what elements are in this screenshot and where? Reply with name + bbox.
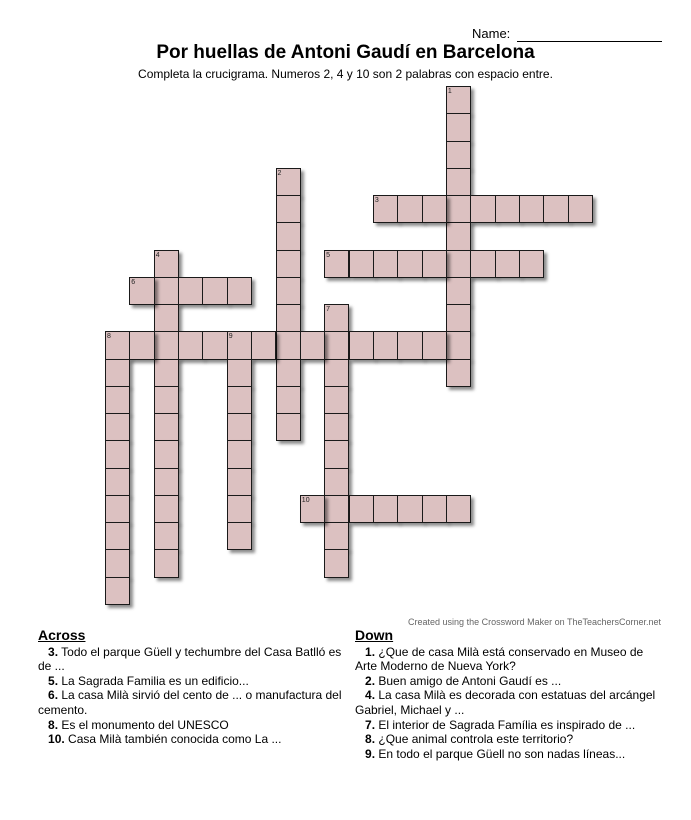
grid-cell[interactable] <box>227 440 252 468</box>
grid-cell[interactable] <box>324 386 349 414</box>
grid-cell[interactable] <box>422 195 447 223</box>
clue-text: La casa Milà sirvió del cento de ... o manufactura del cemento. <box>38 688 342 717</box>
grid-cell[interactable] <box>373 195 398 223</box>
clue-text: La Sagrada Familia es un edificio... <box>58 673 249 688</box>
down-clues <box>355 628 665 761</box>
across-clues <box>38 628 343 747</box>
grid-cell[interactable] <box>276 386 301 414</box>
clue-number-label: 7. <box>365 717 376 732</box>
grid-cell[interactable] <box>470 250 495 278</box>
clue-text: Casa Milà también conocida como La ... <box>64 732 282 747</box>
clue-text: La casa Milà es decorada con estatuas del arcángel Gabriel, Michael y ... <box>355 688 656 717</box>
down-clue <box>355 732 665 747</box>
grid-cell[interactable] <box>105 522 130 550</box>
down-heading: Down <box>355 627 394 643</box>
clue-number-label: 8. <box>48 717 59 732</box>
grid-cell[interactable] <box>105 549 130 577</box>
grid-cell[interactable] <box>105 413 130 441</box>
grid-cell[interactable] <box>227 386 252 414</box>
grid-cell[interactable] <box>519 250 544 278</box>
grid-cell[interactable] <box>129 277 154 305</box>
clue-number-label: 8. <box>365 732 376 747</box>
grid-cell[interactable] <box>397 495 422 523</box>
grid-cell[interactable] <box>154 549 179 577</box>
grid-cell[interactable] <box>202 331 227 359</box>
page-title: Por huellas de Antoni Gaudí en Barcelona <box>156 42 535 63</box>
down-clue <box>355 674 665 689</box>
grid-cell[interactable] <box>227 359 252 387</box>
grid-cell[interactable] <box>373 331 398 359</box>
grid-cell[interactable] <box>154 304 179 332</box>
grid-cell[interactable] <box>154 522 179 550</box>
grid-cell[interactable] <box>276 359 301 387</box>
grid-cell[interactable] <box>227 495 252 523</box>
grid-cell[interactable] <box>373 250 398 278</box>
grid-cell[interactable] <box>276 222 301 250</box>
across-clue <box>38 732 343 747</box>
across-clue <box>38 674 343 689</box>
down-clue <box>355 645 665 674</box>
grid-cell[interactable] <box>519 195 544 223</box>
grid-cell[interactable] <box>324 250 349 278</box>
grid-cell[interactable] <box>324 495 349 523</box>
clue-number-label: 2. <box>365 673 376 688</box>
grid-cell[interactable] <box>349 250 374 278</box>
clue-number-label: 4. <box>365 688 376 703</box>
clue-number-label: 6. <box>48 688 59 703</box>
clue-number: 5 <box>326 251 330 259</box>
grid-cell[interactable] <box>154 495 179 523</box>
grid-cell[interactable] <box>446 331 471 359</box>
grid-cell[interactable] <box>227 331 252 359</box>
clue-number: 4 <box>155 251 160 259</box>
clue-text: El interior de Sagrada Família es inspirado de ... <box>375 717 636 732</box>
credit-text: Created using the Crossword Maker on TheTeachersCorner.net <box>408 617 661 627</box>
grid-cell[interactable] <box>300 331 325 359</box>
grid-cell[interactable] <box>154 440 179 468</box>
grid-cell[interactable] <box>276 168 301 196</box>
grid-cell[interactable] <box>300 495 325 523</box>
grid-cell[interactable] <box>276 195 301 223</box>
down-clue <box>355 718 665 733</box>
grid-cell[interactable] <box>422 495 447 523</box>
grid-cell[interactable] <box>105 359 130 387</box>
grid-cell[interactable] <box>227 413 252 441</box>
clue-text: ¿Que animal controla este territorio? <box>375 732 574 747</box>
grid-cell[interactable] <box>324 468 349 496</box>
grid-cell[interactable] <box>324 304 349 332</box>
grid-cell[interactable] <box>446 250 471 278</box>
grid-cell[interactable] <box>154 386 179 414</box>
grid-cell[interactable] <box>373 495 398 523</box>
grid-cell[interactable] <box>324 331 349 359</box>
grid-cell[interactable] <box>422 250 447 278</box>
grid-cell[interactable] <box>543 195 568 223</box>
clue-number-label: 5. <box>48 673 59 688</box>
grid-cell[interactable] <box>446 86 471 114</box>
grid-cell[interactable] <box>324 359 349 387</box>
grid-cell[interactable] <box>178 277 203 305</box>
across-heading: Across <box>38 627 86 643</box>
instructions: Completa la crucigrama. Numeros 2, 4 y 10 son 2 palabras con espacio entre. <box>138 67 553 81</box>
grid-cell[interactable] <box>154 413 179 441</box>
grid-cell[interactable] <box>105 440 130 468</box>
grid-cell[interactable] <box>154 468 179 496</box>
clue-number: 6 <box>131 278 136 286</box>
grid-cell[interactable] <box>446 277 471 305</box>
grid-cell[interactable] <box>227 522 252 550</box>
grid-cell[interactable] <box>105 386 130 414</box>
grid-cell[interactable] <box>568 195 593 223</box>
grid-cell[interactable] <box>154 359 179 387</box>
grid-cell[interactable] <box>495 250 520 278</box>
clue-number-label: 9. <box>365 746 376 761</box>
clue-text: ¿Que de casa Milà está conservado en Museo de Arte Moderno de Nueva York? <box>355 644 644 674</box>
clue-number: 7 <box>326 306 330 313</box>
clue-number-label: 1. <box>365 644 376 659</box>
clue-number: 2 <box>277 169 282 177</box>
clue-number: 8 <box>107 333 111 341</box>
grid-cell[interactable] <box>446 141 471 169</box>
clue-text: Todo el parque Güell y techumbre del Casa Batlló es de ... <box>38 644 342 674</box>
grid-cell[interactable] <box>397 250 422 278</box>
grid-cell[interactable] <box>105 468 130 496</box>
clue-number: 3 <box>374 197 379 204</box>
grid-cell[interactable] <box>276 331 301 359</box>
grid-cell[interactable] <box>105 331 130 359</box>
grid-cell[interactable] <box>446 195 471 223</box>
clue-text: En todo el parque Güell no son nadas líneas... <box>375 746 626 761</box>
grid-cell[interactable] <box>227 468 252 496</box>
grid-cell[interactable] <box>446 113 471 141</box>
grid-cell[interactable] <box>154 331 179 359</box>
grid-cell[interactable] <box>495 195 520 223</box>
grid-cell[interactable] <box>105 577 130 605</box>
grid-cell[interactable] <box>276 277 301 305</box>
across-clue <box>38 645 343 674</box>
grid-cell[interactable] <box>276 413 301 441</box>
grid-cell[interactable] <box>178 331 203 359</box>
clue-number: 10 <box>301 496 310 504</box>
across-clue <box>38 718 343 733</box>
down-clue <box>355 688 665 717</box>
name-label: Name: <box>472 26 511 41</box>
grid-cell[interactable] <box>324 440 349 468</box>
grid-cell[interactable] <box>349 331 374 359</box>
clue-number-label: 10. <box>48 732 65 747</box>
grid-cell[interactable] <box>154 277 179 305</box>
grid-cell[interactable] <box>422 331 447 359</box>
grid-cell[interactable] <box>470 195 495 223</box>
grid-cell[interactable] <box>251 331 276 359</box>
grid-cell[interactable] <box>446 168 471 196</box>
grid-cell[interactable] <box>202 277 227 305</box>
clue-number: 1 <box>447 88 452 95</box>
grid-cell[interactable] <box>227 277 252 305</box>
down-clue <box>355 747 665 762</box>
grid-cell[interactable] <box>154 250 179 278</box>
grid-cell[interactable] <box>397 195 422 223</box>
grid-cell[interactable] <box>276 304 301 332</box>
grid-cell[interactable] <box>324 522 349 550</box>
clue-text: Es el monumento del UNESCO <box>58 717 229 732</box>
grid-cell[interactable] <box>276 250 301 278</box>
across-clue <box>38 688 343 717</box>
grid-cell[interactable] <box>446 222 471 250</box>
grid-cell[interactable] <box>324 413 349 441</box>
grid-cell[interactable] <box>129 331 154 359</box>
grid-cell[interactable] <box>324 549 349 577</box>
grid-cell[interactable] <box>349 495 374 523</box>
grid-cell[interactable] <box>397 331 422 359</box>
clue-number: 9 <box>228 333 233 341</box>
clue-text: Buen amigo de Antoni Gaudí es ... <box>375 673 562 688</box>
grid-cell[interactable] <box>446 304 471 332</box>
grid-cell[interactable] <box>446 495 471 523</box>
grid-cell[interactable] <box>446 359 471 387</box>
clue-number-label: 3. <box>48 644 59 659</box>
grid-cell[interactable] <box>105 495 130 523</box>
